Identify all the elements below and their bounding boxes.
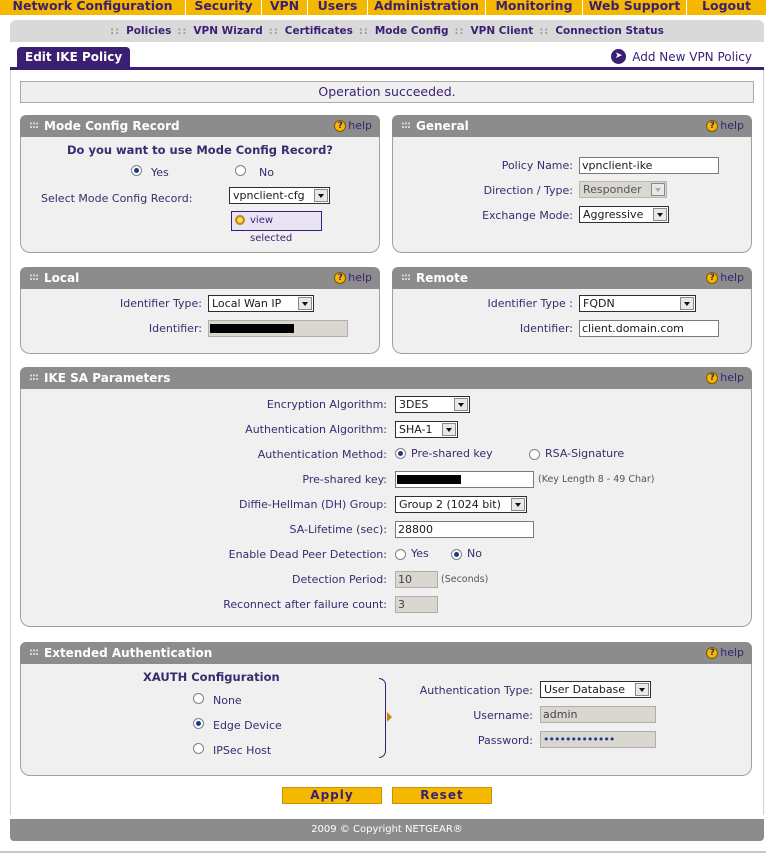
xauth-ipsec-host-label: IPSec Host — [213, 744, 272, 757]
authentication-algorithm-select[interactable]: SHA-1 — [395, 421, 458, 438]
arrow-right-icon: ➤ — [611, 49, 626, 64]
dpd-no-label: No — [467, 547, 482, 560]
direction-type-label: Direction / Type: — [483, 184, 573, 197]
panel-title: Mode Config Record — [44, 119, 180, 133]
xauth-ipsec-host-radio[interactable] — [193, 743, 204, 754]
subnav-vpn-wizard[interactable]: VPN Wizard — [193, 25, 263, 37]
help-link[interactable] — [334, 267, 372, 289]
status-message: Operation succeeded. — [20, 81, 754, 103]
panel-title: Remote — [416, 271, 469, 285]
subnav-connection-status[interactable]: Connection Status — [555, 25, 664, 37]
extended-authentication-panel — [20, 642, 752, 776]
help-icon: ? — [334, 120, 346, 132]
detection-period-label: Detection Period: — [292, 573, 387, 586]
remote-identifier-type-label: Identifier Type : — [487, 297, 573, 310]
footer-copyright: 2009 © Copyright NETGEAR® — [10, 819, 764, 841]
subnav-certificates[interactable]: Certificates — [284, 25, 353, 37]
dpd-no-radio[interactable] — [451, 549, 462, 560]
xauth-edge-device-label: Edge Device — [213, 719, 282, 732]
nav-logout[interactable]: Logout — [702, 0, 751, 13]
preshared-key-label: Pre-shared key: — [302, 473, 387, 486]
chevron-down-icon — [442, 423, 456, 436]
nav-network-configuration[interactable]: Network Configuration — [0, 0, 186, 15]
add-new-vpn-policy-link[interactable] — [611, 49, 752, 64]
sa-lifetime-label: SA-Lifetime (sec): — [289, 523, 387, 536]
chevron-down-icon — [651, 183, 665, 196]
help-label: help — [720, 371, 744, 384]
reconnect-count-label: Reconnect after failure count: — [223, 598, 387, 611]
mode-config-question: Do you want to use Mode Config Record? — [67, 143, 333, 157]
top-nav — [0, 0, 766, 15]
mode-config-no-radio[interactable] — [235, 165, 246, 176]
xauth-none-label: None — [213, 694, 242, 707]
dots-icon: :: — [177, 25, 188, 37]
nav-administration[interactable]: Administration — [368, 0, 486, 15]
subnav-policies[interactable]: Policies — [126, 25, 172, 37]
dh-group-select[interactable]: Group 2 (1024 bit) — [395, 496, 527, 513]
help-link[interactable] — [706, 115, 744, 137]
dots-icon: :: — [268, 25, 279, 37]
grip-icon: ::: — [29, 272, 38, 283]
authentication-algorithm-label: Authentication Algorithm: — [245, 423, 387, 436]
grip-icon: ::: — [401, 120, 410, 131]
remote-identifier-type-select[interactable]: FQDN — [579, 295, 696, 312]
divider — [0, 851, 766, 853]
sa-lifetime-input[interactable]: 28800 — [395, 521, 534, 538]
chevron-down-icon — [511, 498, 525, 511]
dots-icon: :: — [539, 25, 550, 37]
username-label: Username: — [473, 709, 533, 722]
local-identifier-type-label: Identifier Type: — [119, 297, 202, 310]
preshared-key-radio[interactable] — [395, 448, 406, 459]
ike-sa-panel — [20, 367, 752, 627]
nav-monitoring[interactable]: Monitoring — [486, 0, 583, 15]
help-icon: ? — [706, 272, 718, 284]
policy-name-label: Policy Name: — [501, 159, 573, 172]
reset-button[interactable]: Reset — [392, 787, 492, 804]
encryption-algorithm-select[interactable]: 3DES — [395, 396, 470, 413]
exchange-mode-select[interactable]: Aggressive — [579, 206, 669, 223]
magnifier-icon — [235, 215, 245, 225]
reconnect-count-input[interactable]: 3 — [395, 596, 438, 613]
mode-config-panel — [20, 115, 380, 253]
redaction-bar — [210, 324, 294, 333]
help-icon: ? — [706, 372, 718, 384]
remote-identifier-input[interactable]: client.domain.com — [579, 320, 719, 337]
mode-config-yes-label: Yes — [151, 166, 169, 179]
detection-period-input[interactable]: 10 — [395, 571, 438, 588]
nav-web-support[interactable]: Web Support — [583, 0, 687, 15]
rsa-signature-option-label: RSA-Signature — [545, 447, 625, 460]
help-link[interactable] — [706, 642, 744, 664]
brace-divider — [379, 678, 386, 758]
panel-title: IKE SA Parameters — [44, 371, 171, 385]
sub-nav — [10, 20, 764, 42]
help-link[interactable] — [334, 115, 372, 137]
grip-icon: ::: — [29, 647, 38, 658]
chevron-down-icon — [454, 398, 468, 411]
dpd-yes-label: Yes — [411, 547, 429, 560]
encryption-algorithm-label: Encryption Algorithm: — [266, 398, 387, 411]
help-label: help — [720, 271, 744, 284]
dots-icon: :: — [454, 25, 465, 37]
help-icon: ? — [706, 120, 718, 132]
nav-security[interactable]: Security — [186, 0, 262, 15]
mode-config-yes-radio[interactable] — [131, 165, 142, 176]
local-panel — [20, 267, 380, 354]
nav-users[interactable]: Users — [308, 0, 368, 15]
view-selected-button[interactable]: view selected — [231, 211, 322, 231]
dpd-yes-radio[interactable] — [395, 549, 406, 560]
mode-config-record-select[interactable]: vpnclient-cfg — [229, 187, 330, 204]
panel-title: Local — [44, 271, 80, 285]
preshared-key-input[interactable] — [395, 471, 534, 488]
xauth-none-radio[interactable] — [193, 693, 204, 704]
exchange-mode-label: Exchange Mode: — [482, 209, 573, 222]
panel-title: Extended Authentication — [44, 646, 213, 660]
dead-peer-detection-label: Enable Dead Peer Detection: — [228, 548, 387, 561]
chevron-down-icon — [653, 208, 667, 221]
nav-vpn[interactable]: VPN — [262, 0, 308, 15]
redaction-bar — [397, 475, 461, 484]
general-panel — [392, 115, 752, 253]
help-icon: ? — [334, 272, 346, 284]
rsa-signature-radio[interactable] — [529, 449, 540, 460]
select-mode-config-label: Select Mode Config Record: — [41, 192, 193, 205]
mode-config-no-label: No — [259, 166, 274, 179]
help-label: help — [720, 119, 744, 132]
subnav-mode-config[interactable]: Mode Config — [374, 25, 449, 37]
chevron-down-icon — [298, 297, 312, 310]
add-policy-label: Add New VPN Policy — [632, 49, 752, 64]
grip-icon: ::: — [29, 372, 38, 383]
help-label: help — [720, 646, 744, 659]
help-label: help — [348, 271, 372, 284]
auth-type-label: Authentication Type: — [419, 684, 533, 697]
remote-panel — [392, 267, 752, 354]
apply-button[interactable]: Apply — [282, 787, 382, 804]
arrow-right-icon — [387, 712, 392, 722]
chevron-down-icon — [635, 683, 649, 696]
page-title: Edit IKE Policy — [17, 47, 130, 68]
help-icon: ? — [706, 647, 718, 659]
auth-type-select[interactable]: User Database — [540, 681, 651, 698]
chevron-down-icon — [314, 189, 328, 202]
help-link[interactable] — [706, 267, 744, 289]
password-input[interactable]: ••••••••••••• — [540, 731, 656, 748]
xauth-edge-device-radio[interactable] — [193, 718, 204, 729]
remote-identifier-label: Identifier: — [519, 322, 573, 335]
policy-name-input[interactable]: vpnclient-ike — [579, 157, 719, 174]
preshared-key-option-label: Pre-shared key — [411, 447, 493, 460]
local-identifier-type-select[interactable]: Local Wan IP — [208, 295, 314, 312]
grip-icon: ::: — [29, 120, 38, 131]
key-length-hint: (Key Length 8 - 49 Char) — [538, 474, 655, 485]
panel-title: General — [416, 119, 469, 133]
password-label: Password: — [477, 734, 533, 747]
dots-icon: :: — [110, 25, 121, 37]
username-input[interactable]: admin — [540, 706, 656, 723]
help-label: help — [348, 119, 372, 132]
subnav-vpn-client[interactable]: VPN Client — [470, 25, 534, 37]
direction-type-select[interactable]: Responder — [579, 181, 667, 198]
dots-icon: :: — [358, 25, 369, 37]
xauth-config-title: XAUTH Configuration — [143, 670, 280, 684]
grip-icon: ::: — [401, 272, 410, 283]
local-identifier-input[interactable] — [208, 320, 348, 337]
dh-group-label: Diffie-Hellman (DH) Group: — [239, 498, 387, 511]
chevron-down-icon — [680, 297, 694, 310]
local-identifier-label: Identifier: — [148, 322, 202, 335]
help-link[interactable] — [706, 367, 744, 389]
authentication-method-label: Authentication Method: — [257, 448, 387, 461]
seconds-unit: (Seconds) — [441, 574, 489, 585]
